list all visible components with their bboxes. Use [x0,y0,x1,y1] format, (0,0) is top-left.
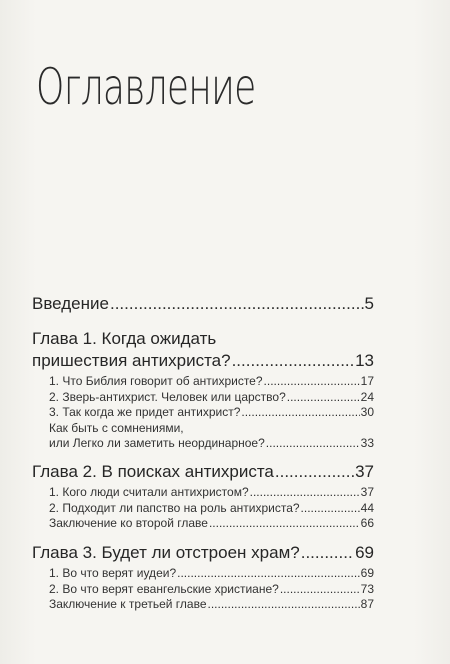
toc-page-number: 87 [360,597,374,611]
toc-subentry-label: 1. Кого люди считали антихристом? [49,485,249,499]
dot-leader [250,485,360,501]
toc-page-number: 66 [360,516,374,530]
toc-subentry-label: 2. Зверь-антихрист. Человек или царство? [49,389,286,404]
toc-page-number: 44 [360,500,374,515]
toc-title: Оглавление [36,58,256,116]
toc-page-number: 73 [360,581,374,596]
toc-subentry[interactable] [32,597,374,613]
toc-subentry[interactable] [32,436,374,452]
toc-page-number: 37 [360,485,374,499]
dot-leader [275,461,354,483]
dot-leader [208,597,360,613]
toc-subentry[interactable] [32,405,374,421]
toc-subentry-label: или Легко ли заметить неординарное? [49,436,265,450]
dot-leader [110,293,364,315]
dot-leader [177,566,360,582]
chapter-1-title-line2: пришествия антихриста? [32,351,231,370]
toc-subentry-label: Заключение к третьей главе [49,597,207,611]
toc-entry-chapter-3[interactable] [32,542,374,564]
toc-page-number: 37 [355,462,374,481]
toc-subentry[interactable] [32,374,374,390]
toc-chapter-2 [32,461,374,532]
toc-subentry-label: 1. Что Библия говорит об антихристе? [49,374,263,388]
dot-leader [301,542,354,564]
toc-page-number: 30 [360,405,374,419]
toc-subentry-label: 2. Во что верят евангельские христиане? [49,581,279,596]
toc-page-number: 69 [360,566,374,580]
dot-leader [266,436,360,452]
toc-subentry[interactable] [32,566,374,582]
toc-subentry[interactable] [32,582,374,598]
toc-subentry[interactable] [32,501,374,517]
toc-page-number: 13 [355,351,374,370]
toc-subentry-label-line1[interactable]: Как быть с сомнениями, [49,420,184,435]
toc-entry-label: Введение [32,294,109,313]
toc-entry-intro[interactable] [32,293,374,315]
toc-chapter-1 [32,328,374,452]
toc-subentry[interactable] [32,485,374,501]
toc-subentry-label: 2. Подходит ли папство на роль антихриста? [49,500,300,515]
toc-page-number: 17 [360,374,374,388]
dot-leader [264,374,360,390]
toc-subentry-label: 3. Так когда же придет антихрист? [49,405,241,419]
chapter-2-title: Глава 2. В поисках антихриста [32,462,274,481]
toc-page-number: 5 [364,294,374,313]
toc-subentry-label: Заключение ко второй главе [49,516,208,530]
dot-leader [301,501,360,517]
toc-page-number: 69 [355,543,374,562]
toc-page-number: 24 [360,389,374,404]
toc-entry-chapter-2[interactable] [32,461,374,483]
chapter-3-title: Глава 3. Будет ли отстроен храм? [32,543,300,562]
toc-page-number: 33 [360,436,374,450]
dot-leader [280,582,360,598]
dot-leader [232,350,355,372]
toc-subentry[interactable] [32,390,374,406]
chapter-1-title-line1[interactable]: Глава 1. Когда ожидать [32,329,217,348]
dot-leader [241,405,359,421]
toc-chapter-3 [32,542,374,613]
toc-subentry-label: 1. Во что верят иудеи? [49,566,177,580]
toc-subentry[interactable] [32,516,374,532]
dot-leader [287,390,360,406]
dot-leader [209,516,360,532]
toc-entry-chapter-1[interactable] [32,350,374,372]
